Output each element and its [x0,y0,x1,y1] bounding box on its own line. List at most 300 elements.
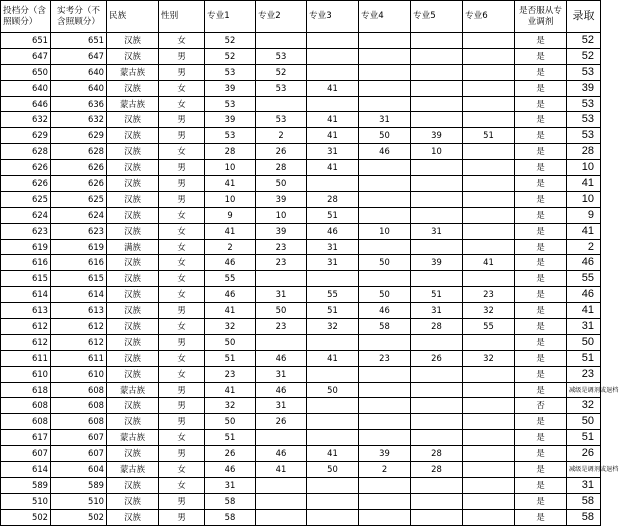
cell-major-2: 39 [256,223,307,239]
cell-score: 610 [1,366,51,382]
header-ethnicity: 民族 [107,1,159,33]
cell-score: 626 [1,160,51,176]
cell-major-2: 46 [256,350,307,366]
cell-actual-score: 604 [51,462,107,478]
header-major-1: 专业1 [205,1,256,33]
table-row [1,493,601,509]
cell-admitted: 50 [567,334,601,350]
cell-ethnicity: 汉族 [107,33,159,49]
cell-admitted: 58 [567,493,601,509]
cell-major-3: 50 [307,462,359,478]
cell-major-3 [307,366,359,382]
cell-actual-score: 615 [51,271,107,287]
cell-major-3 [307,64,359,80]
cell-major-1: 46 [205,462,256,478]
cell-major-3: 31 [307,255,359,271]
cell-gender: 女 [159,207,205,223]
table-row [1,96,601,112]
cell-gender: 女 [159,287,205,303]
table-row [1,446,601,462]
cell-accept-adjustment: 是 [515,319,567,335]
cell-major-2 [256,96,307,112]
cell-actual-score: 636 [51,96,107,112]
cell-major-2: 26 [256,144,307,160]
cell-major-6 [463,144,515,160]
cell-ethnicity: 汉族 [107,191,159,207]
cell-score: 589 [1,477,51,493]
cell-major-6 [463,223,515,239]
cell-score: 617 [1,430,51,446]
cell-admitted: 58 [567,509,601,525]
cell-major-1: 53 [205,96,256,112]
cell-admitted: 31 [567,319,601,335]
cell-major-4 [359,493,411,509]
cell-accept-adjustment: 是 [515,80,567,96]
cell-accept-adjustment: 是 [515,96,567,112]
cell-major-6 [463,382,515,398]
cell-actual-score: 632 [51,112,107,128]
cell-major-6 [463,112,515,128]
cell-major-5 [411,96,463,112]
cell-major-2 [256,271,307,287]
cell-actual-score: 608 [51,398,107,414]
cell-major-2: 23 [256,239,307,255]
cell-accept-adjustment: 是 [515,112,567,128]
cell-admitted: 53 [567,112,601,128]
header-major-5: 专业5 [411,1,463,33]
cell-accept-adjustment: 是 [515,128,567,144]
cell-admitted: 减级是调剂或退档 [567,462,601,478]
cell-major-1: 53 [205,128,256,144]
cell-score: 625 [1,191,51,207]
cell-major-3: 28 [307,191,359,207]
cell-major-5 [411,493,463,509]
cell-major-2 [256,477,307,493]
cell-major-3 [307,176,359,192]
cell-gender: 男 [159,382,205,398]
cell-accept-adjustment: 是 [515,207,567,223]
cell-major-2: 2 [256,128,307,144]
cell-gender: 女 [159,144,205,160]
cell-score: 615 [1,271,51,287]
table-row [1,382,601,398]
cell-major-4 [359,398,411,414]
cell-admitted: 减级是调剂或退档 [567,382,601,398]
cell-accept-adjustment: 是 [515,144,567,160]
cell-admitted: 52 [567,33,601,49]
cell-accept-adjustment: 是 [515,160,567,176]
cell-score: 608 [1,398,51,414]
cell-major-3 [307,493,359,509]
cell-major-5 [411,112,463,128]
cell-actual-score: 607 [51,430,107,446]
cell-major-1: 28 [205,144,256,160]
cell-accept-adjustment: 是 [515,382,567,398]
cell-major-1: 58 [205,493,256,509]
cell-gender: 女 [159,271,205,287]
cell-admitted: 9 [567,207,601,223]
cell-major-1: 26 [205,446,256,462]
cell-score: 623 [1,223,51,239]
cell-gender: 女 [159,239,205,255]
cell-major-5: 28 [411,462,463,478]
cell-admitted: 41 [567,303,601,319]
cell-gender: 女 [159,319,205,335]
cell-major-2: 50 [256,176,307,192]
cell-score: 607 [1,446,51,462]
cell-admitted: 41 [567,223,601,239]
cell-major-3: 41 [307,128,359,144]
cell-major-3 [307,414,359,430]
cell-major-2 [256,509,307,525]
cell-admitted: 28 [567,144,601,160]
cell-ethnicity: 汉族 [107,334,159,350]
cell-score: 632 [1,112,51,128]
cell-major-2: 53 [256,112,307,128]
cell-ethnicity: 汉族 [107,477,159,493]
table-row [1,144,601,160]
cell-accept-adjustment: 是 [515,446,567,462]
cell-accept-adjustment: 是 [515,287,567,303]
cell-admitted: 52 [567,48,601,64]
cell-score: 613 [1,303,51,319]
cell-score: 502 [1,509,51,525]
cell-score: 614 [1,462,51,478]
cell-major-4: 10 [359,223,411,239]
cell-admitted: 10 [567,160,601,176]
cell-ethnicity: 汉族 [107,509,159,525]
cell-admitted: 39 [567,80,601,96]
cell-major-4: 58 [359,319,411,335]
cell-accept-adjustment: 是 [515,477,567,493]
cell-accept-adjustment: 否 [515,398,567,414]
cell-major-5 [411,398,463,414]
cell-major-2: 53 [256,80,307,96]
cell-gender: 男 [159,64,205,80]
cell-major-5 [411,33,463,49]
cell-major-6 [463,176,515,192]
cell-gender: 男 [159,398,205,414]
cell-major-1: 2 [205,239,256,255]
cell-major-2 [256,430,307,446]
table-row [1,509,601,525]
cell-ethnicity: 汉族 [107,128,159,144]
cell-major-6 [463,477,515,493]
cell-major-4 [359,64,411,80]
table-row [1,239,601,255]
cell-major-2: 46 [256,446,307,462]
cell-major-3 [307,48,359,64]
cell-major-4 [359,207,411,223]
cell-major-5: 31 [411,303,463,319]
cell-major-4: 39 [359,446,411,462]
cell-gender: 男 [159,334,205,350]
cell-major-1: 41 [205,176,256,192]
cell-actual-score: 608 [51,382,107,398]
cell-major-3 [307,430,359,446]
cell-actual-score: 616 [51,255,107,271]
cell-major-5 [411,382,463,398]
cell-major-6 [463,239,515,255]
cell-score: 616 [1,255,51,271]
cell-actual-score: 640 [51,80,107,96]
cell-actual-score: 612 [51,334,107,350]
cell-major-2: 28 [256,160,307,176]
cell-ethnicity: 汉族 [107,303,159,319]
cell-major-2: 31 [256,366,307,382]
table-row [1,462,601,478]
cell-gender: 男 [159,112,205,128]
cell-actual-score: 589 [51,477,107,493]
cell-score: 626 [1,176,51,192]
cell-major-4: 23 [359,350,411,366]
cell-major-2: 53 [256,48,307,64]
cell-accept-adjustment: 是 [515,239,567,255]
cell-major-3 [307,398,359,414]
cell-major-6 [463,80,515,96]
table-row [1,271,601,287]
cell-major-5: 28 [411,446,463,462]
cell-major-4 [359,414,411,430]
cell-admitted: 53 [567,64,601,80]
cell-gender: 男 [159,414,205,430]
cell-major-1: 10 [205,160,256,176]
cell-actual-score: 619 [51,239,107,255]
cell-accept-adjustment: 是 [515,462,567,478]
cell-major-5 [411,414,463,430]
cell-score: 650 [1,64,51,80]
cell-actual-score: 510 [51,493,107,509]
cell-major-5 [411,366,463,382]
cell-major-1: 31 [205,477,256,493]
cell-admitted: 55 [567,271,601,287]
header-score-with-bonus: 投档分（含照顾分） [1,1,51,33]
cell-gender: 女 [159,462,205,478]
table-body [1,33,619,526]
table-row [1,48,601,64]
cell-major-3 [307,96,359,112]
cell-major-4: 46 [359,144,411,160]
cell-actual-score: 626 [51,160,107,176]
cell-major-4 [359,160,411,176]
cell-major-2: 23 [256,255,307,271]
cell-major-1: 23 [205,366,256,382]
cell-major-4: 50 [359,287,411,303]
cell-major-6 [463,414,515,430]
cell-ethnicity: 满族 [107,239,159,255]
table-row [1,303,601,319]
cell-gender: 女 [159,96,205,112]
cell-major-6 [463,366,515,382]
cell-ethnicity: 汉族 [107,144,159,160]
cell-major-2 [256,493,307,509]
cell-major-5 [411,80,463,96]
cell-gender: 男 [159,446,205,462]
cell-actual-score: 626 [51,176,107,192]
cell-major-4: 2 [359,462,411,478]
cell-admitted: 31 [567,477,601,493]
cell-score: 646 [1,96,51,112]
cell-major-6: 55 [463,319,515,335]
cell-major-3: 46 [307,223,359,239]
table-row [1,287,601,303]
cell-major-6: 32 [463,303,515,319]
cell-ethnicity: 蒙古族 [107,64,159,80]
table-row [1,191,601,207]
cell-major-4 [359,477,411,493]
cell-major-1: 51 [205,350,256,366]
cell-ethnicity: 汉族 [107,414,159,430]
table-row [1,128,601,144]
cell-major-5 [411,207,463,223]
cell-major-2: 26 [256,414,307,430]
cell-major-3: 41 [307,80,359,96]
cell-major-1: 46 [205,287,256,303]
cell-admitted: 53 [567,96,601,112]
cell-ethnicity: 蒙古族 [107,430,159,446]
cell-score: 651 [1,33,51,49]
cell-major-3: 41 [307,446,359,462]
cell-major-1: 50 [205,414,256,430]
table-row [1,319,601,335]
cell-major-4 [359,239,411,255]
cell-major-2: 41 [256,462,307,478]
header-row [1,1,601,33]
table-row [1,64,601,80]
cell-major-4 [359,366,411,382]
header-major-6: 专业6 [463,1,515,33]
cell-major-3 [307,477,359,493]
cell-major-1: 46 [205,255,256,271]
cell-accept-adjustment: 是 [515,509,567,525]
cell-major-6: 23 [463,287,515,303]
cell-ethnicity: 蒙古族 [107,382,159,398]
cell-ethnicity: 蒙古族 [107,96,159,112]
cell-major-1: 55 [205,271,256,287]
cell-major-4: 50 [359,255,411,271]
table-row [1,112,601,128]
header-accept-adjustment: 是否服从专业调剂 [515,1,567,33]
cell-major-2 [256,33,307,49]
table-row [1,160,601,176]
cell-accept-adjustment: 是 [515,493,567,509]
cell-major-1: 52 [205,33,256,49]
cell-major-1: 9 [205,207,256,223]
cell-major-1: 53 [205,64,256,80]
table-row [1,255,601,271]
cell-major-5 [411,509,463,525]
cell-admitted: 50 [567,414,601,430]
cell-score: 629 [1,128,51,144]
cell-accept-adjustment: 是 [515,334,567,350]
cell-major-6 [463,462,515,478]
cell-major-3: 41 [307,160,359,176]
cell-major-2: 46 [256,382,307,398]
cell-major-5: 39 [411,255,463,271]
cell-actual-score: 611 [51,350,107,366]
cell-accept-adjustment: 是 [515,350,567,366]
cell-major-4 [359,430,411,446]
cell-admitted: 51 [567,350,601,366]
table-row [1,334,601,350]
cell-actual-score: 651 [51,33,107,49]
cell-major-6: 32 [463,350,515,366]
cell-accept-adjustment: 是 [515,223,567,239]
cell-major-6 [463,430,515,446]
cell-gender: 男 [159,509,205,525]
cell-actual-score: 614 [51,287,107,303]
cell-gender: 男 [159,303,205,319]
cell-ethnicity: 汉族 [107,160,159,176]
cell-major-2: 31 [256,398,307,414]
cell-actual-score: 628 [51,144,107,160]
cell-major-4: 31 [359,112,411,128]
table-row [1,350,601,366]
cell-score: 647 [1,48,51,64]
cell-major-1: 52 [205,48,256,64]
cell-major-3 [307,271,359,287]
cell-major-5 [411,191,463,207]
cell-major-5 [411,430,463,446]
table-row [1,477,601,493]
cell-major-6 [463,191,515,207]
cell-ethnicity: 蒙古族 [107,462,159,478]
cell-major-6 [463,271,515,287]
cell-gender: 女 [159,80,205,96]
cell-score: 628 [1,144,51,160]
cell-major-5: 10 [411,144,463,160]
cell-ethnicity: 汉族 [107,446,159,462]
cell-score: 611 [1,350,51,366]
cell-major-6 [463,160,515,176]
cell-ethnicity: 汉族 [107,319,159,335]
cell-major-3: 50 [307,382,359,398]
cell-major-2: 52 [256,64,307,80]
cell-admitted: 51 [567,430,601,446]
cell-major-4 [359,191,411,207]
cell-ethnicity: 汉族 [107,48,159,64]
cell-major-6 [463,509,515,525]
cell-major-5: 39 [411,128,463,144]
cell-gender: 女 [159,255,205,271]
cell-major-3: 31 [307,144,359,160]
cell-actual-score: 607 [51,446,107,462]
table-row [1,366,601,382]
cell-major-5 [411,48,463,64]
cell-major-5: 31 [411,223,463,239]
table-row [1,414,601,430]
cell-major-4 [359,80,411,96]
cell-gender: 女 [159,33,205,49]
cell-ethnicity: 汉族 [107,223,159,239]
cell-accept-adjustment: 是 [515,64,567,80]
cell-score: 619 [1,239,51,255]
header-gender: 性别 [159,1,205,33]
cell-major-2: 31 [256,287,307,303]
cell-ethnicity: 汉族 [107,112,159,128]
header-major-2: 专业2 [256,1,307,33]
cell-ethnicity: 汉族 [107,287,159,303]
cell-actual-score: 625 [51,191,107,207]
cell-major-3: 55 [307,287,359,303]
cell-major-6: 51 [463,128,515,144]
cell-gender: 男 [159,493,205,509]
cell-ethnicity: 汉族 [107,207,159,223]
cell-accept-adjustment: 是 [515,430,567,446]
cell-major-5 [411,271,463,287]
cell-score: 510 [1,493,51,509]
cell-major-1: 32 [205,398,256,414]
